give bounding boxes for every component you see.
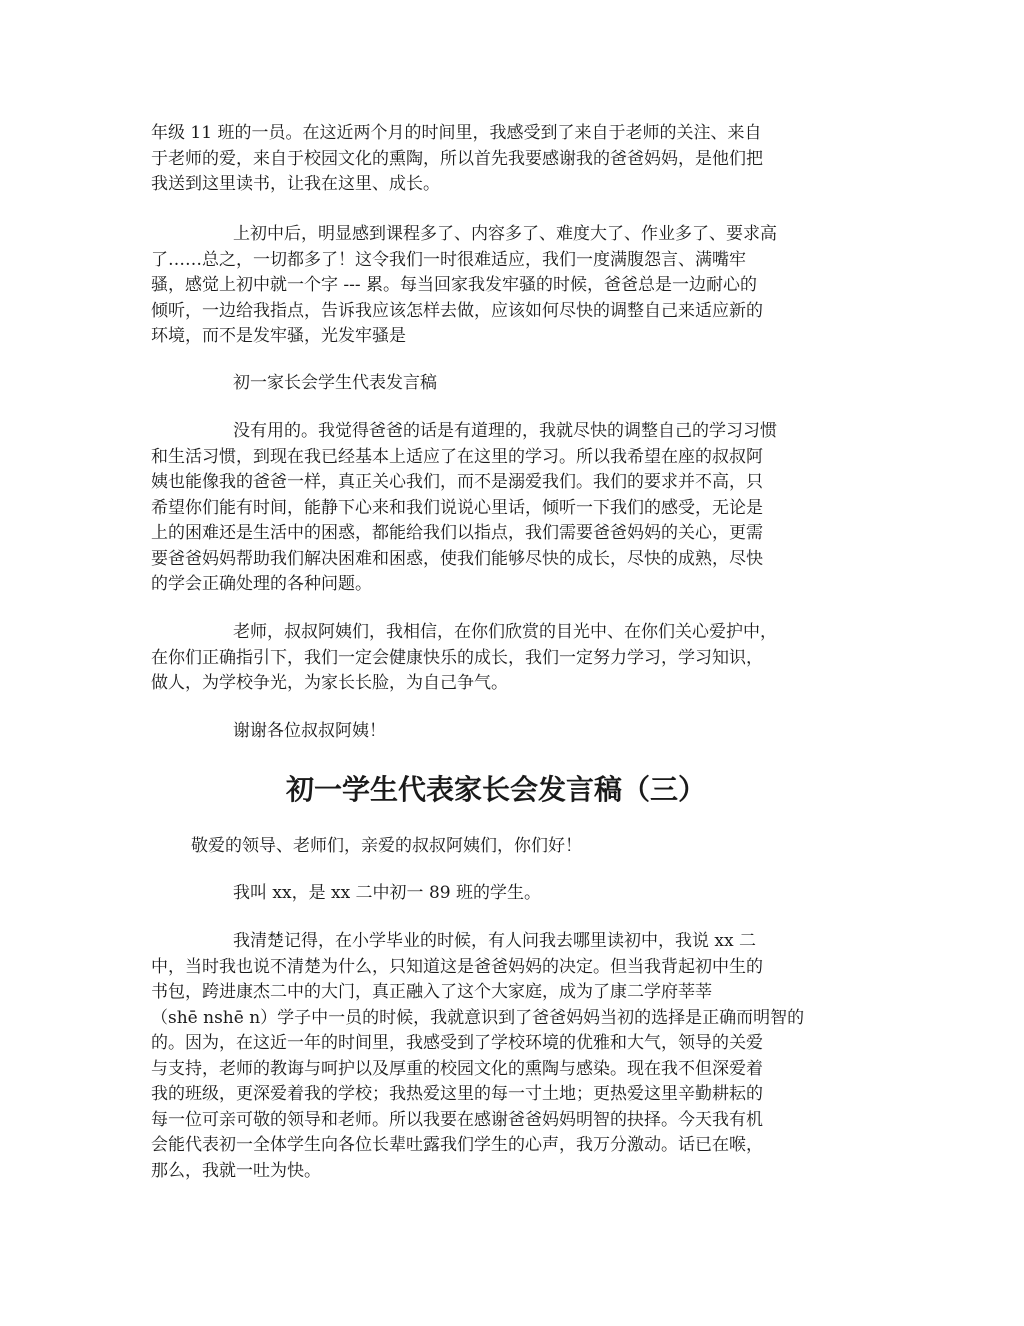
text-line: 我的班级，更深爱着我的学校；我热爱这里的每一寸土地；更热爱这里辛勤耕耘的 (151, 1084, 763, 1104)
paragraph-memory (151, 929, 851, 1184)
text-line: 于老师的爱，来自于校园文化的熏陶，所以首先我要感谢我的爸爸妈妈，是他们把 (151, 148, 763, 169)
text-line: 上的困难还是生活中的困惑，都能给我们以指点，我们需要爸爸妈妈的关心，更需 (151, 523, 763, 543)
text-line: 每一位可亲可敬的领导和老师。所以我要在感谢爸爸妈妈明智的抉择。今天我有机 (151, 1109, 763, 1130)
text-line: 老师，叔叔阿姨们，我相信，在你们欣赏的目光中、在你们关心爱护中， (233, 622, 777, 642)
text-line: 没有用的。我觉得爸爸的话是有道理的，我就尽快的调整自己的学习习惯 (233, 421, 777, 441)
text-line: 和生活习惯，到现在我已经基本上适应了在这里的学习。所以我希望在座的叔叔阿 (151, 446, 763, 467)
text-line: 中，当时我也说不清楚为什么，只知道这是爸爸妈妈的决定。但当我背起初中生的 (151, 956, 763, 977)
paragraph-greeting (151, 834, 851, 860)
section-heading: 初一学生代表家长会发言稿（三） (285, 773, 706, 806)
text-line: 希望你们能有时间，能静下心来和我们说说心里话，倾听一下我们的感受，无论是 (151, 497, 763, 518)
text-line: 做人，为学校争光，为家长长脸，为自己争气。 (151, 673, 508, 693)
text-line: 那么，我就一吐为快。 (151, 1160, 321, 1181)
text-line: 在你们正确指引下，我们一定会健康快乐的成长，我们一定努力学习，学习知识， (151, 647, 763, 668)
text-line: 与支持，老师的教诲与呵护以及厚重的校园文化的熏陶与感染。现在我不但深爱着 (151, 1058, 763, 1079)
text-line: 年级 11 班的一员。在这近两个月的时间里，我感受到了来自于老师的关注、来自 (151, 123, 762, 143)
text-line: 我清楚记得，在小学毕业的时候，有人问我去哪里读初中，我说 xx 二 (233, 931, 756, 951)
text-line: 上初中后，明显感到课程多了、内容多了、难度大了、作业多了、要求高 (233, 224, 777, 244)
paragraph-4 (151, 419, 851, 598)
text-line: 姨也能像我的爸爸一样，真正关心我们，而不是溺爱我们。我们的要求并不高，只 (151, 472, 763, 492)
paragraph-3 (151, 371, 851, 397)
text-line: 的。因为，在这近一年的时间里，我感受到了学校环境的优雅和大气，领导的关爱 (151, 1033, 763, 1053)
text-line: 我叫 xx，是 xx 二中初一 89 班的学生。 (233, 883, 541, 903)
text-line: 书包，跨进康杰二中的大门，真正融入了这个大家庭，成为了康二学府莘莘 (151, 982, 712, 1002)
text-line: 谢谢各位叔叔阿姨！ (233, 721, 386, 741)
paragraph-introduction (151, 881, 851, 907)
text-line: （shē nshē n）学子中一员的时候，我就意识到了爸爸妈妈当初的选择是正确而明智的 (151, 1007, 805, 1028)
paragraph-6 (151, 719, 851, 745)
text-line: 了……总之，一切都多了！这令我们一时很难适应，我们一度满腹怨言、满嘴牢 (151, 249, 746, 270)
text-line: 初一家长会学生代表发言稿 (233, 373, 437, 393)
paragraph-2 (151, 222, 851, 350)
text-line: 会能代表初一全体学生向各位长辈吐露我们学生的心声，我万分激动。话已在喉， (151, 1135, 763, 1155)
paragraph-5 (151, 620, 851, 697)
text-line: 的学会正确处理的各种问题。 (151, 574, 372, 594)
text-line: 倾听，一边给我指点，告诉我应该怎样去做，应该如何尽快的调整自己来适应新的 (151, 300, 763, 321)
text-line: 环境，而不是发牢骚，光发牢骚是 (151, 326, 406, 346)
text-line: 敬爱的领导、老师们，亲爱的叔叔阿姨们，你们好！ (191, 836, 582, 856)
text-line: 要爸爸妈妈帮助我们解决困难和困惑，使我们能够尽快的成长，尽快的成熟，尽快 (151, 548, 763, 569)
text-line: 骚，感觉上初中就一个字 --- 累。每当回家我发牢骚的时候，爸爸总是一边耐心的 (151, 275, 758, 295)
text-line: 我送到这里读书，让我在这里、成长。 (151, 174, 440, 194)
paragraph-1 (151, 121, 851, 198)
